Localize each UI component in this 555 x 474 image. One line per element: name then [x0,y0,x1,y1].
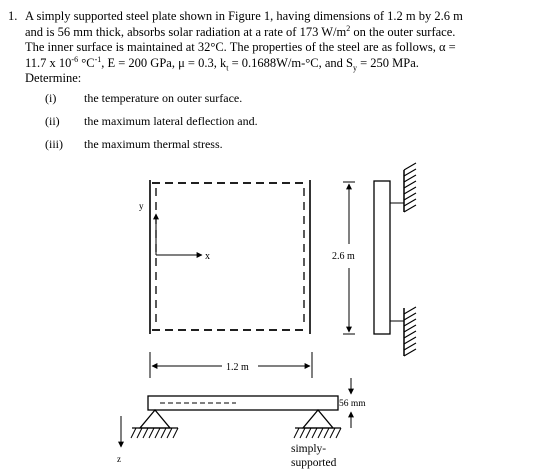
question-number: 1. [8,9,18,23]
right-support [294,410,341,438]
question-line-2-tail: on the outer surface. [350,24,456,39]
alpha-unit: °C [78,55,95,70]
subscript: t [226,63,229,72]
height-label: 2.6 m [332,251,355,262]
thickness-label: 56 mm [339,399,366,409]
plate-front-view [150,180,310,334]
alpha-value: 11.7 x 10 [25,55,72,70]
z-axis-label: z [117,454,121,464]
item-text-ii: the maximum lateral deflection and. [84,114,258,128]
superscript: -1 [94,54,102,64]
x-axis-label: x [205,251,210,262]
question-line-1-text: A simply supported steel plate shown in Figure 1, having dimensions of 1.2 m by 2.6 m [25,9,463,23]
item-text-i: the temperature on outer surface. [84,91,243,105]
superscript: 2 [346,23,351,33]
item-number-i: (i) [45,91,57,105]
left-support [131,410,178,438]
question-line-2-text: and is 56 mm thick, absorbs solar radiation at a rate of 173 W/m [25,24,347,39]
properties-text: , E = 200 GPa, μ = 0.3, k [101,55,227,70]
support-label-line-2: supported [291,457,337,469]
support-label-line-1: simply- [291,443,327,455]
item-text-iii: the maximum thermal stress. [84,137,223,151]
plate-bottom-view [148,396,338,410]
determine-label: Determine: [25,71,82,85]
item-number-iii: (iii) [45,137,63,151]
side-view [374,163,416,356]
question-line-3-text: The inner surface is maintained at 32°C. The properties of the steel are as follows, α = [25,40,456,54]
properties-text-2: = 0.1688W/m-°C, and S [228,55,353,70]
y-axis-label: y [139,201,144,211]
width-label: 1.2 m [226,362,249,373]
subscript: y [352,63,357,72]
axes-xy [156,214,202,255]
superscript: -6 [71,54,79,64]
properties-text-3: = 250 MPa. [356,55,419,70]
item-number-ii: (ii) [45,114,60,128]
